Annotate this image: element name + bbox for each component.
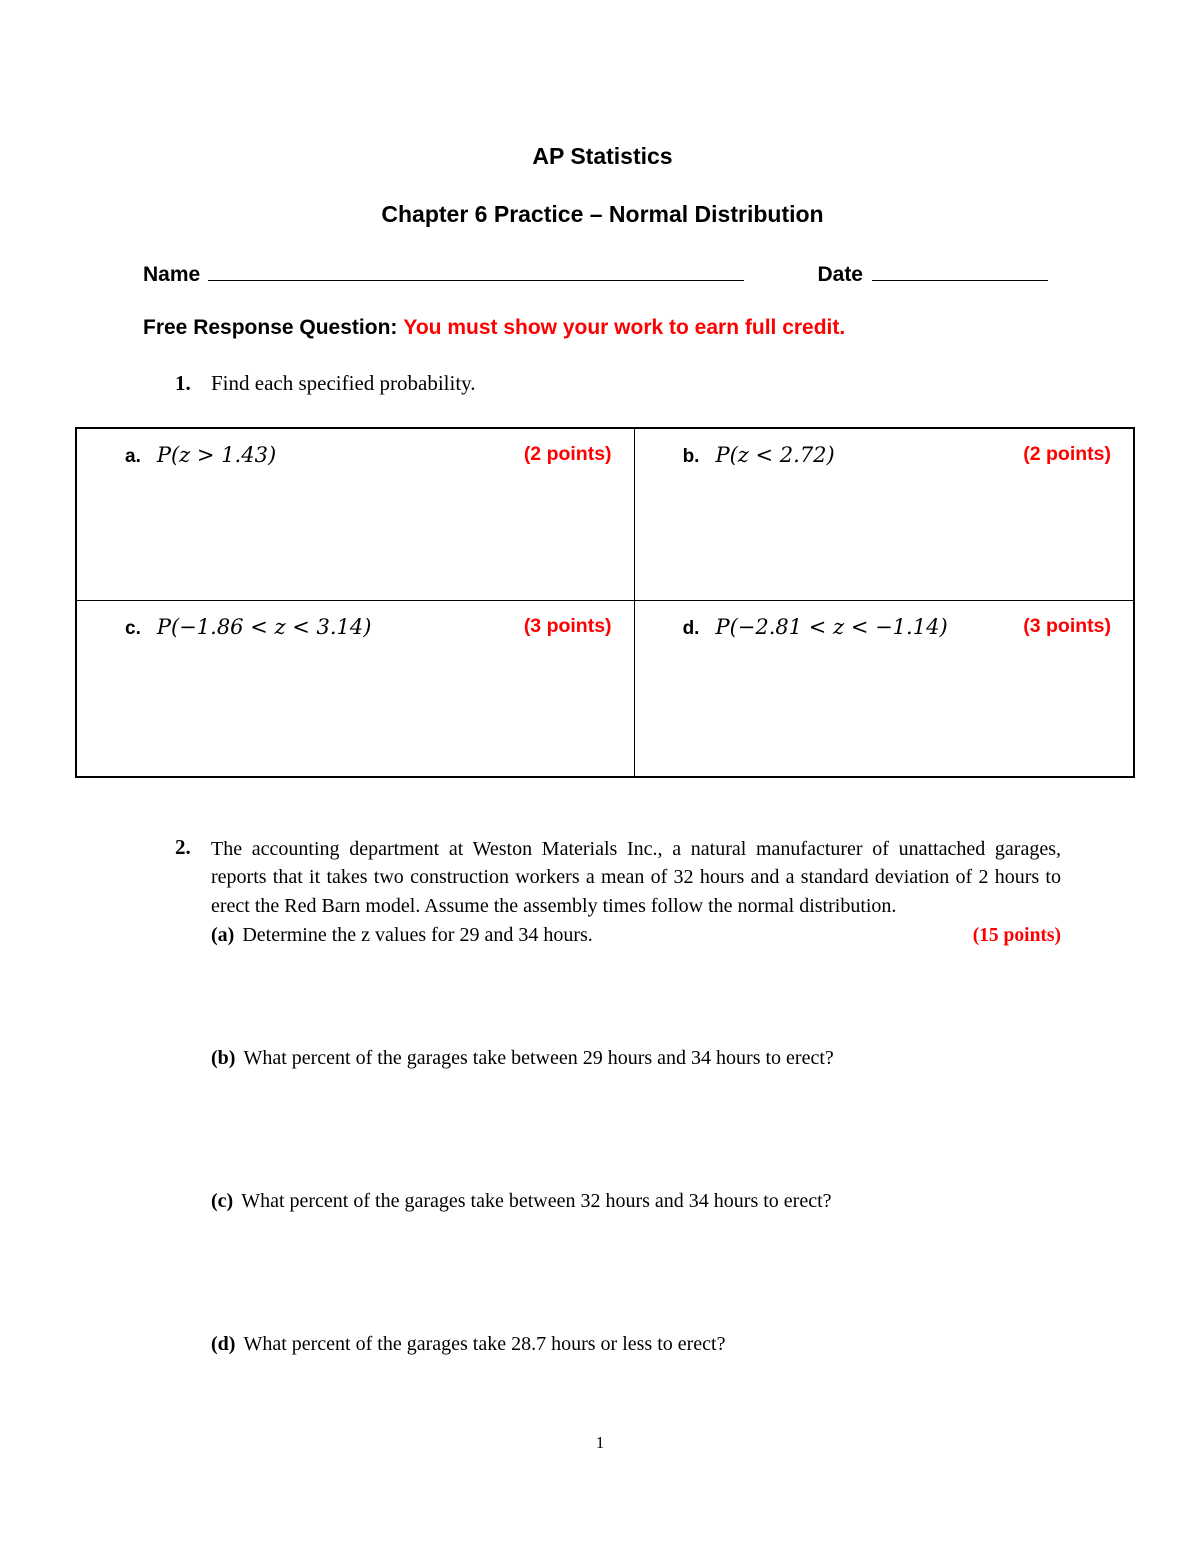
cell-b-points: (2 points) <box>1023 443 1111 466</box>
name-label: Name <box>143 263 201 287</box>
part-c-label: (c) <box>211 1190 234 1213</box>
name-date-row <box>143 259 1048 287</box>
part-d-text: What percent of the garages take 28.7 hours or less to erect? <box>243 1333 726 1356</box>
part-d-label: (d) <box>211 1333 236 1356</box>
page-number: 1 <box>595 1433 605 1452</box>
name-blank-line <box>208 259 744 281</box>
table-cell-c <box>77 601 635 776</box>
question-2 <box>175 835 1130 1356</box>
part-c-text: What percent of the garages take between 32 hours and 34 hours to erect? <box>241 1190 832 1213</box>
cell-a-points: (2 points) <box>523 443 612 466</box>
part-a-points: (15 points) <box>972 925 1061 947</box>
part-b-text: What percent of the garages take between 29 hours and 34 hours to erect? <box>243 1047 834 1070</box>
question-1-number: 1. <box>175 371 191 396</box>
question-1-text: Find each specified probability. <box>211 371 476 396</box>
part-a-label: (a) <box>211 924 235 947</box>
cell-d-label: d. <box>682 618 700 640</box>
cell-b-expression: P(z < 2.72) <box>715 443 835 468</box>
cell-a-expression: P(z > 1.43) <box>156 443 277 468</box>
question-2-number: 2. <box>175 835 191 860</box>
cell-d-points: (3 points) <box>1023 615 1111 638</box>
cell-a-label: a. <box>125 446 141 468</box>
part-a-text: Determine the z values for 29 and 34 hours. <box>242 924 593 947</box>
page-title: AP Statistics <box>532 143 673 169</box>
cell-c-label: c. <box>125 618 141 640</box>
question-2-text: The accounting department at Weston Materials Inc., a natural manufacturer of unattached garages, reports that it takes two construction workers a mean of 32 hours and a standard deviation of 2 hours to erect the Red Barn model. Assume the assembly times follow the normal distribution. <box>211 838 1061 917</box>
table-cell-a <box>77 429 635 601</box>
cell-c-expression: P(−1.86 < z < 3.14) <box>156 615 372 640</box>
question-1 <box>175 371 1130 396</box>
show-work-warning: You must show your work to earn full credit. <box>403 316 846 340</box>
question-2-part-c <box>211 1190 1061 1213</box>
question-2-body <box>211 835 1061 1356</box>
free-response-instruction <box>143 316 1130 340</box>
question-2-part-d <box>211 1333 1061 1356</box>
question-2-part-a <box>211 924 1061 947</box>
page-subtitle: Chapter 6 Practice – Normal Distribution <box>381 201 824 227</box>
question-2-part-b <box>211 1047 1061 1070</box>
date-blank-line <box>872 259 1048 281</box>
table-cell-d <box>635 601 1133 776</box>
cell-d-expression: P(−2.81 < z < −1.14) <box>715 615 948 640</box>
table-cell-b <box>635 429 1133 601</box>
probability-table <box>75 427 1135 778</box>
date-label: Date <box>817 263 863 287</box>
cell-b-label: b. <box>682 446 700 468</box>
part-b-label: (b) <box>211 1047 236 1070</box>
free-response-prefix: Free Response Question: <box>143 316 398 340</box>
cell-c-points: (3 points) <box>523 615 612 638</box>
